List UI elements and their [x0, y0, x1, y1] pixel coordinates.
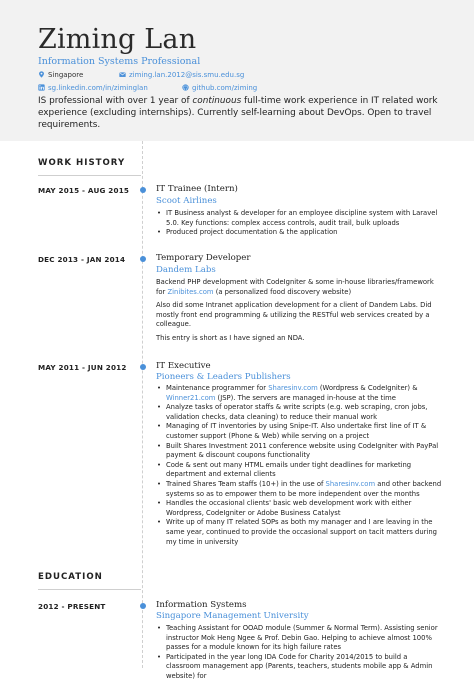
linkedin-icon: [38, 84, 45, 91]
section-divider: [38, 589, 141, 590]
list-item: • Code & sent out many HTML emails under tight deadlines for marketing department and external clients: [156, 461, 442, 480]
job-paragraph: This entry is short as I have signed an NDA.: [156, 333, 305, 342]
education-heading: EDUCATION: [38, 572, 103, 582]
location-pin-icon: [38, 71, 45, 78]
sharesinv-link[interactable]: Sharesinv.com: [268, 384, 318, 392]
contact-linkedin[interactable]: [38, 84, 148, 92]
education-date: 2012 - PRESENT: [38, 602, 106, 611]
summary-text: IS professional with over 1 year of continuous full-time work experience in IT related work experience (excluding internships). Currently self-learning about DevOps. Open to travel requirements.: [38, 96, 438, 130]
job-details: [156, 209, 442, 238]
timeline-dot: [140, 256, 146, 262]
job-date: DEC 2013 - JAN 2014: [38, 255, 126, 264]
job-title: IT Trainee (Intern): [156, 184, 238, 194]
list-item: • Trained Shares Team staffs (10+) in the use of Sharesinv.com and other backend systems so as to empower them to be more independent over the months: [156, 480, 442, 499]
candidate-name: Ziming Lan: [38, 24, 197, 55]
zinibites-link[interactable]: Zinibites.com: [167, 287, 214, 296]
github-link[interactable]: github.com/ziming: [192, 84, 258, 92]
contact-email[interactable]: [119, 71, 244, 79]
candidate-title: Information Systems Professional: [38, 56, 201, 67]
job-date: MAY 2015 - AUG 2015: [38, 186, 130, 195]
job-company: Dandem Labs: [156, 265, 216, 275]
email-link[interactable]: ziming.lan.2012@sis.smu.edu.sg: [129, 71, 245, 79]
list-item: • Built Shares Investment 2011 conference website using CodeIgniter with PayPal payment & discount coupons functionality: [156, 442, 442, 461]
job-title: IT Executive: [156, 361, 211, 371]
sharesinv-link[interactable]: Sharesinv.com: [325, 479, 376, 488]
job-paragraph: Also did some Intranet application development for a client of Dandem Labs. Did mostly front end programming & utilizing the RESTful web services created by a colleague.: [156, 301, 432, 329]
timeline-dot: [140, 187, 146, 193]
location-text: Singapore: [48, 71, 84, 79]
list-item: • Handles the occasional clients' basic web development work with either Wordpress, CodeIgniter or Adobe Business Catalyst: [156, 499, 442, 518]
timeline-line: [142, 141, 143, 668]
resume-header: [0, 0, 474, 141]
contact-location: [38, 71, 83, 79]
list-item: • Teaching Assistant for OOAD module (Summer & Normal Term). Assisting senior instructor Mok Heng Ngee & Prof. Debin Gao. Helping to achieve almost 100% passes for a module known for its high failure rates: [156, 624, 442, 653]
list-item: • Maintenance programmer for Sharesinv.com (Wordpress & CodeIgniter) & Winner21.com (JSP). The servers are managed in-house at the time: [156, 384, 442, 403]
job-title: Temporary Developer: [156, 253, 251, 263]
mail-icon: [119, 71, 126, 78]
education-details: [156, 624, 442, 682]
list-item: • Analyze tasks of operator staffs & write scripts (e.g. web scraping, cron jobs, validation checks, data cleaning) to reduce their manual work: [156, 403, 442, 422]
winner21-link[interactable]: Winner21.com: [166, 393, 216, 402]
timeline-dot: [140, 603, 146, 609]
job-date: MAY 2011 - JUN 2012: [38, 363, 127, 372]
summary-emphasis: continuous: [192, 96, 242, 106]
list-item: • Participated in the year long IDA Code for Charity 2014/2015 to build a classroom management app (Parents, teachers, students mobile app & Admin website) for: [156, 653, 442, 682]
section-divider: [38, 175, 141, 176]
job-company: Scoot Airlines: [156, 196, 217, 206]
timeline-dot: [140, 364, 146, 370]
contact-github[interactable]: [182, 84, 257, 92]
list-item: • Produced project documentation & the application: [156, 228, 442, 238]
linkedin-link[interactable]: sg.linkedin.com/in/zimingl​an: [48, 84, 148, 92]
list-item: • IT Business analyst & developer for an employee discipline system with Laravel 5.0. Key functions: complex access controls, audit trail, bulk uploads: [156, 209, 442, 228]
list-item: • Write up of many IT related SOPs as both my manager and I are leaving in the same year, continued to provide the occasional support on tacit matters during my time in university: [156, 518, 442, 547]
work-history-heading: WORK HISTORY: [38, 158, 126, 168]
github-icon: [182, 84, 189, 91]
job-company: Pioneers & Leaders Publishers: [156, 372, 291, 382]
degree-title: Information Systems: [156, 600, 247, 610]
job-details: [156, 384, 442, 547]
job-details: [156, 278, 442, 348]
job-paragraph: Backend PHP development with CodeIgniter & some in-house libraries/framework for Zinibites.com (a personalized food discovery website): [156, 278, 434, 296]
list-item: • Managing of IT inventories by using Snipe-IT. Also undertake first line of IT & customer support (Phone & Web) while serving on a project: [156, 422, 442, 441]
school-name: Singapore Management University: [156, 611, 309, 621]
